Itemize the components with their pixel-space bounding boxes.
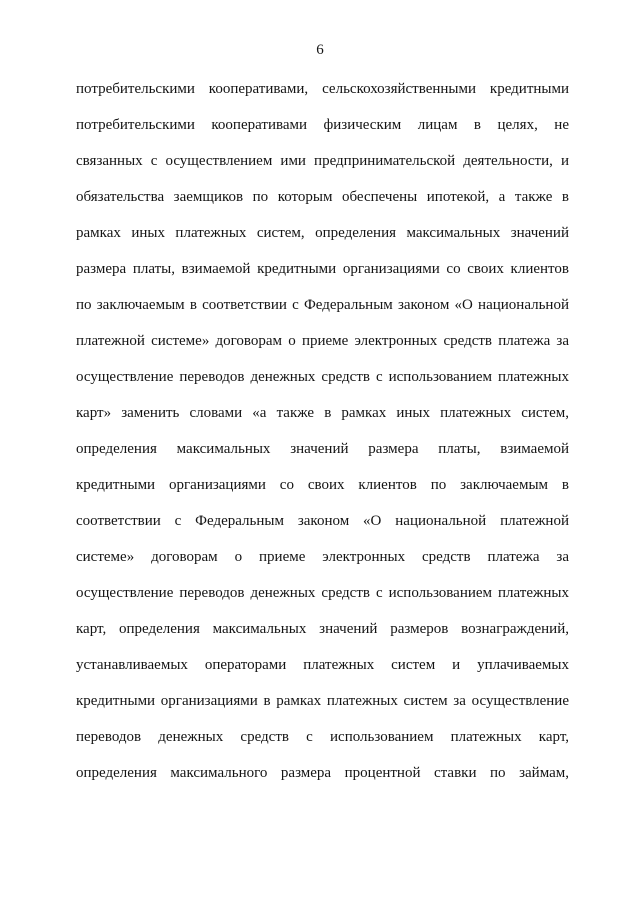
text-line: определения максимальных значений размера платы, взимаемой bbox=[76, 441, 569, 457]
text-line: потребительскими кооперативами, сельскохозяйственными кредитными bbox=[76, 81, 569, 97]
text-line: переводов денежных средств с использованием платежных карт, bbox=[76, 729, 569, 745]
text-line: кредитными организациями со своих клиентов по заключаемым в bbox=[76, 477, 569, 493]
text-line: осуществление переводов денежных средств с использованием платежных bbox=[76, 369, 569, 385]
text-line: устанавливаемых операторами платежных систем и уплачиваемых bbox=[76, 657, 569, 673]
text-line: платежной системе» договорам о приеме электронных средств платежа за bbox=[76, 333, 569, 349]
text-line: соответствии с Федеральным законом «О национальной платежной bbox=[76, 513, 569, 529]
text-line: карт» заменить словами «а также в рамках иных платежных систем, bbox=[76, 405, 569, 421]
text-line: связанных с осуществлением ими предпринимательской деятельности, и bbox=[76, 153, 569, 169]
text-line: осуществление переводов денежных средств с использованием платежных bbox=[76, 585, 569, 601]
text-line: по заключаемым в соответствии с Федеральным законом «О национальной bbox=[76, 297, 569, 313]
text-line: системе» договорам о приеме электронных средств платежа за bbox=[76, 549, 569, 565]
text-line: размера платы, взимаемой кредитными организациями со своих клиентов bbox=[76, 261, 569, 277]
body-text bbox=[76, 78, 569, 798]
text-line: кредитными организациями в рамках платежных систем за осуществление bbox=[76, 693, 569, 709]
text-line: определения максимального размера процентной ставки по займам, bbox=[76, 765, 569, 781]
text-line: обязательства заемщиков по которым обеспечены ипотекой, а также в bbox=[76, 189, 569, 205]
text-line: рамках иных платежных систем, определения максимальных значений bbox=[76, 225, 569, 241]
text-line: потребительскими кооперативами физическим лицам в целях, не bbox=[76, 117, 569, 133]
text-line: карт, определения максимальных значений размеров вознаграждений, bbox=[76, 621, 569, 637]
page-number: 6 bbox=[316, 42, 324, 58]
